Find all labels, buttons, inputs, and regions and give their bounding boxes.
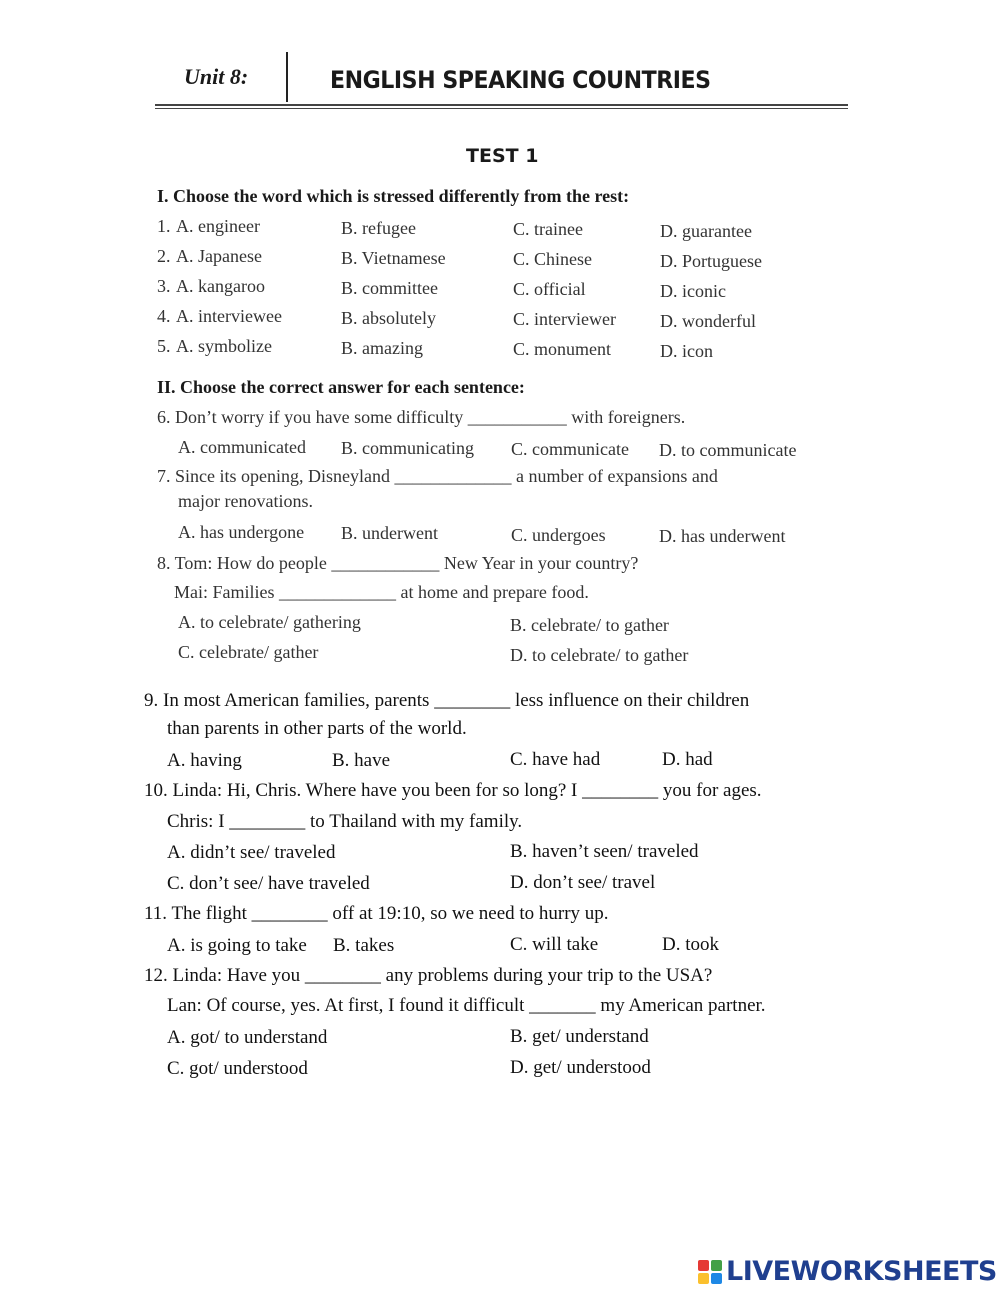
question-8-cont: Mai: Families _____________ at home and prepare food. xyxy=(174,582,589,602)
section2-heading: II. Choose the correct answer for each sentence: xyxy=(157,377,525,397)
q11-option-c: C. will take xyxy=(510,934,599,955)
option-d: D. iconic xyxy=(660,281,726,301)
unit-title: ENGLISH SPEAKING COUNTRIES xyxy=(330,66,711,94)
q7-option-a: A. has undergone xyxy=(178,522,305,542)
option-c: C. interviewer xyxy=(513,309,616,329)
q8-option-d: D. to celebrate/ to gather xyxy=(510,645,689,665)
logo-squares-icon xyxy=(698,1260,722,1284)
option-c: C. official xyxy=(513,279,586,299)
q8-option-c: C. celebrate/ gather xyxy=(178,642,319,662)
question-12-cont: Lan: Of course, yes. At first, I found it difficult _______ my American partner. xyxy=(167,995,766,1016)
option-b: B. Vietnamese xyxy=(341,248,446,268)
option-b: B. amazing xyxy=(341,338,423,358)
q8-option-b: B. celebrate/ to gather xyxy=(510,615,669,635)
option-d: D. Portuguese xyxy=(660,251,762,271)
q9-option-c: C. have had xyxy=(510,749,601,770)
question-7-cont: major renovations. xyxy=(178,491,313,511)
option-a: A. Japanese xyxy=(176,246,262,266)
q12-option-c: C. got/ understood xyxy=(167,1058,308,1079)
q6-option-b: B. communicating xyxy=(341,438,474,458)
q7-option-d: D. has underwent xyxy=(659,526,786,546)
q10-option-c: C. don’t see/ have traveled xyxy=(167,873,370,894)
option-a: A. kangaroo xyxy=(176,276,265,296)
option-d: D. wonderful xyxy=(660,311,756,331)
option-a: A. symbolize xyxy=(176,336,272,356)
question-9: 9. In most American families, parents ________ less influence on their children xyxy=(144,690,750,711)
logo-square-red xyxy=(698,1260,709,1271)
section1-heading: I. Choose the word which is stressed differently from the rest: xyxy=(157,186,630,206)
q10-option-b: B. haven’t seen/ traveled xyxy=(510,841,699,862)
question-6: 6. Don’t worry if you have some difficulty ___________ with foreigners. xyxy=(157,407,686,427)
question-10-cont: Chris: I ________ to Thailand with my family. xyxy=(167,811,523,832)
row-number: 5. xyxy=(157,336,171,356)
option-d: D. guarantee xyxy=(660,221,752,241)
q6-option-d: D. to communicate xyxy=(659,440,797,460)
logo-square-green xyxy=(711,1260,722,1271)
option-b: B. refugee xyxy=(341,218,416,238)
question-11: 11. The flight ________ off at 19:10, so we need to hurry up. xyxy=(144,903,609,924)
question-8: 8. Tom: How do people ____________ New Year in your country? xyxy=(157,553,639,573)
q9-option-b: B. have xyxy=(332,750,391,771)
q6-option-a: A. communicated xyxy=(178,437,306,457)
option-a: A. engineer xyxy=(176,216,260,236)
row-number: 2. xyxy=(157,246,171,266)
q7-option-b: B. underwent xyxy=(341,523,438,543)
q12-option-d: D. get/ understood xyxy=(510,1057,651,1078)
option-c: C. Chinese xyxy=(513,249,592,269)
logo-text: LIVEWORKSHEETS xyxy=(726,1256,997,1287)
option-a: A. interviewee xyxy=(176,306,282,326)
q7-option-c: C. undergoes xyxy=(511,525,606,545)
header-rule-bottom xyxy=(155,108,848,109)
header-rule-top xyxy=(155,104,848,106)
logo-square-yellow xyxy=(698,1273,709,1284)
liveworksheets-logo xyxy=(698,1256,997,1287)
q10-option-d: D. don’t see/ travel xyxy=(510,872,656,893)
q12-option-a: A. got/ to understand xyxy=(167,1027,328,1048)
q12-option-b: B. get/ understand xyxy=(510,1026,649,1047)
row-number: 1. xyxy=(157,216,171,236)
option-b: B. committee xyxy=(341,278,438,298)
question-12: 12. Linda: Have you ________ any problems during your trip to the USA? xyxy=(144,965,713,986)
unit-label: Unit 8: xyxy=(184,64,249,89)
option-d: D. icon xyxy=(660,341,713,361)
q9-option-a: A. having xyxy=(167,750,242,771)
option-c: C. trainee xyxy=(513,219,583,239)
question-9-cont: than parents in other parts of the world. xyxy=(167,718,467,739)
row-number: 4. xyxy=(157,306,171,326)
row-number: 3. xyxy=(157,276,171,296)
q11-option-b: B. takes xyxy=(333,935,395,956)
logo-square-blue xyxy=(711,1273,722,1284)
question-7: 7. Since its opening, Disneyland _____________ a number of expansions and xyxy=(157,466,718,486)
option-c: C. monument xyxy=(513,339,611,359)
option-b: B. absolutely xyxy=(341,308,436,328)
question-10: 10. Linda: Hi, Chris. Where have you been for so long? I ________ you for ages. xyxy=(144,780,762,801)
test-title: TEST 1 xyxy=(466,145,539,167)
q8-option-a: A. to celebrate/ gathering xyxy=(178,612,361,632)
q11-option-d: D. took xyxy=(662,934,719,955)
q11-option-a: A. is going to take xyxy=(167,935,307,956)
header-divider xyxy=(286,52,288,102)
q10-option-a: A. didn’t see/ traveled xyxy=(167,842,336,863)
q6-option-c: C. communicate xyxy=(511,439,629,459)
q9-option-d: D. had xyxy=(662,749,713,770)
